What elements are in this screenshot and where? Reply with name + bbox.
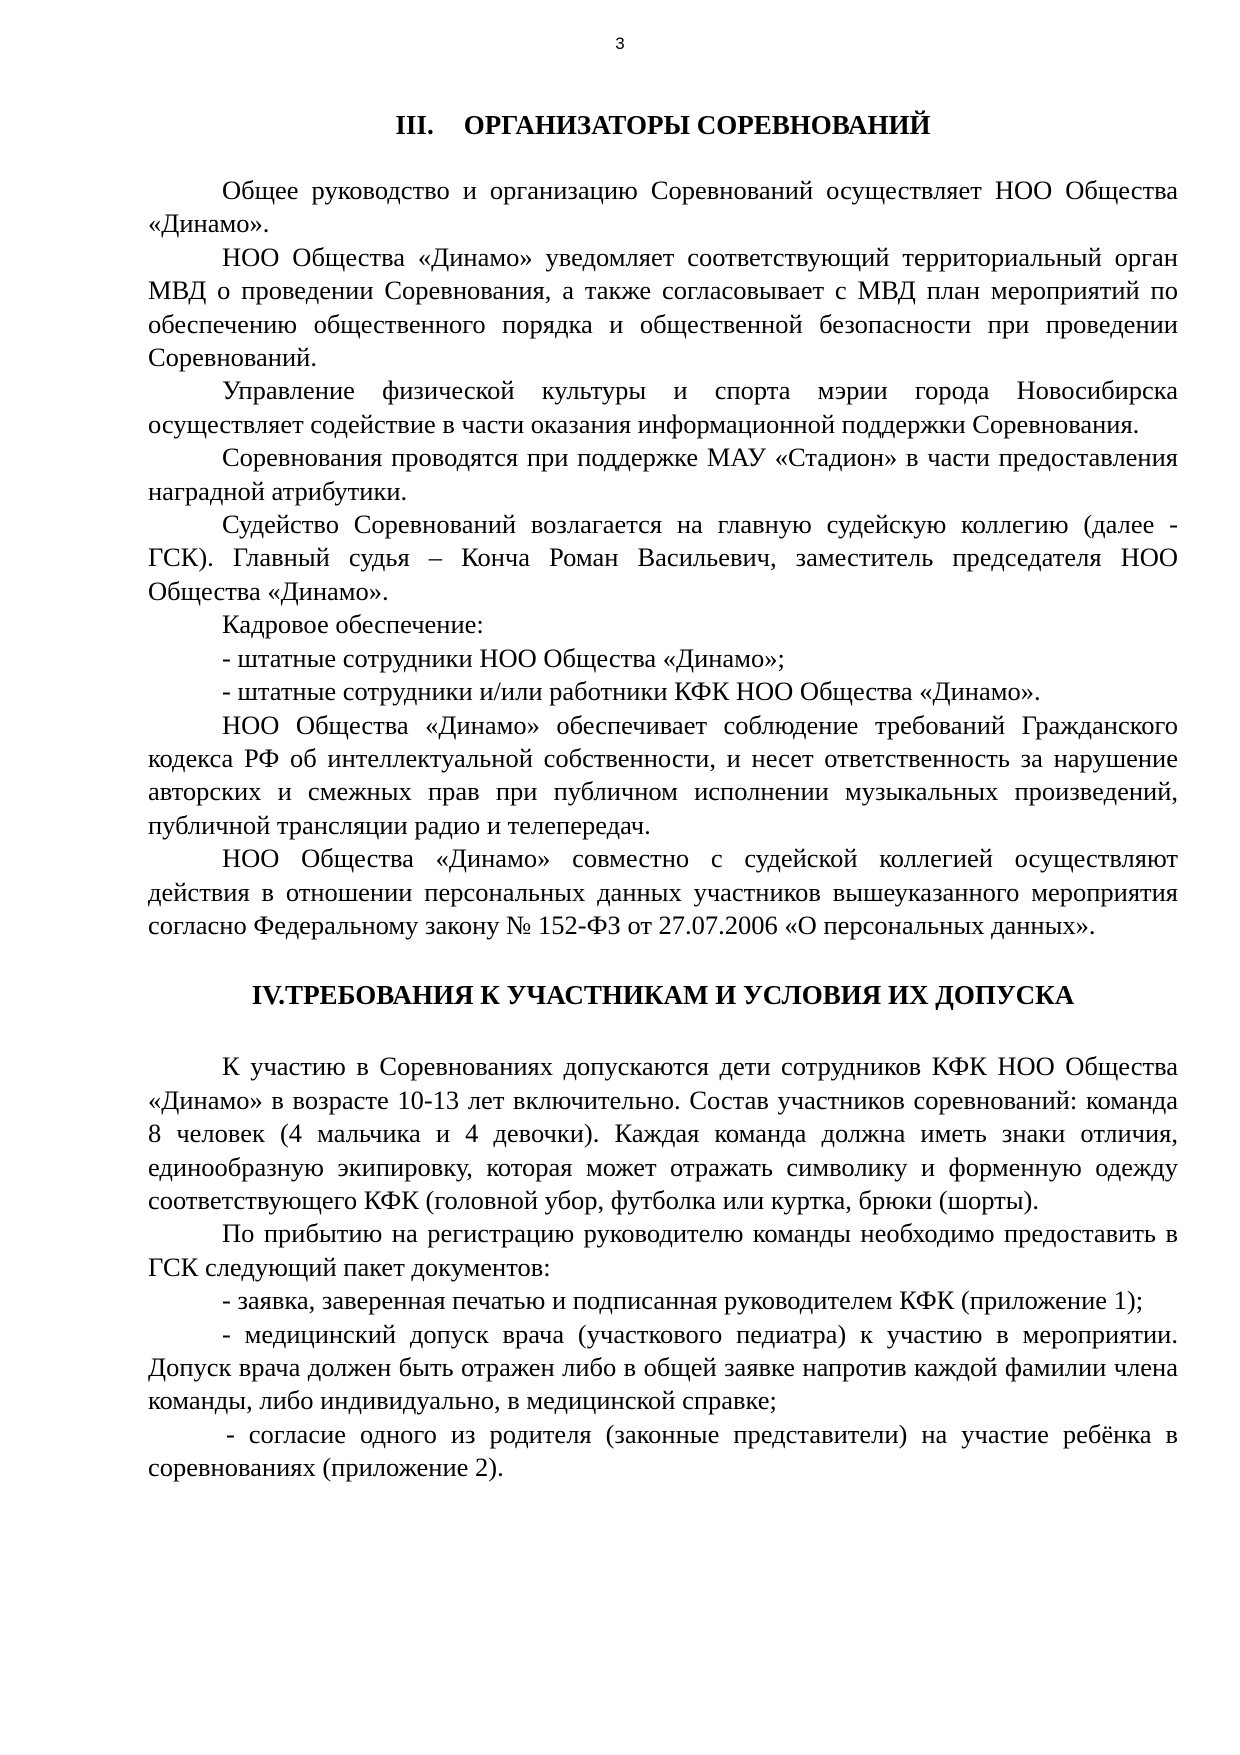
section-4-heading: IV.ТРЕБОВАНИЯ К УЧАСТНИКАМ И УСЛОВИЯ ИХ ДОПУСКА bbox=[251, 980, 1075, 1011]
section-3-heading bbox=[148, 108, 1178, 142]
staffing-list-item: - штатные сотрудники и/или работники КФК НОО Общества «Динамо». bbox=[222, 676, 1041, 707]
section-4-paragraph: К участию в Соревнованиях допускаются дети сотрудников КФК НОО Общества «Динамо» в возрасте 10-13 лет включительно. Состав участников соревнований: команда 8 человек (4 мальчика и 4 девочки). Каждая команда должна иметь знаки отличия, единообразную экипировку, которая может отражать символику и форменную одежду соответствующего КФК (головной убор, футболка или куртка, брюки (шорты). bbox=[148, 1051, 1178, 1215]
staffing-list-item: - штатные сотрудники НОО Общества «Динамо»; bbox=[222, 642, 785, 673]
section-3-paragraph: Судейство Соревнований возлагается на главную судейскую коллегию (далее - ГСК). Главный судья – Конча Роман Васильевич, заместитель председателя НОО Общества «Динамо». bbox=[148, 509, 1178, 606]
staffing-label: Кадровое обеспечение: bbox=[222, 609, 484, 640]
documents-list-item: - заявка, заверенная печатью и подписанная руководителем КФК (приложение 1); bbox=[222, 1285, 1144, 1316]
documents-list-item: - медицинский допуск врача (участкового педиатра) к участию в мероприятии. Допуск врача должен быть отражен либо в общей заявке напротив каждой фамилии члена команды, либо индивидуально, в медицинской справке; bbox=[148, 1318, 1178, 1416]
documents-list-item: - согласие одного из родителя (законные представители) на участие ребёнка в соревнованиях (приложение 2). bbox=[148, 1418, 1178, 1483]
page-number: 3 bbox=[615, 34, 625, 53]
section-3-paragraph: НОО Общества «Динамо» совместно с судейской коллегией осуществляют действия в отношении персональных данных участников вышеуказанного мероприятия согласно Федеральному закону № 152-ФЗ от 27.07.2006 «О персональных данных». bbox=[148, 843, 1178, 940]
section-3-paragraph: Общее руководство и организацию Соревнований осуществляет НОО Общества «Динамо». bbox=[148, 175, 1178, 239]
section-3-paragraph: НОО Общества «Динамо» уведомляет соответствующий территориальный орган МВД о проведении Соревнования, а также согласовывает с МВД план мероприятий по обеспечению общественного порядка и общественной безопасности при проведении Соревнований. bbox=[148, 241, 1178, 373]
section-3-paragraph: Соревнования проводятся при поддержке МАУ «Стадион» в части предоставления наградной атрибутики. bbox=[148, 442, 1178, 506]
section-3-numeral: III. bbox=[395, 110, 434, 140]
section-4-paragraph: По прибытию на регистрацию руководителю команды необходимо предоставить в ГСК следующий пакет документов: bbox=[148, 1218, 1178, 1282]
section-3-paragraph: Управление физической культуры и спорта мэрии города Новосибирска осуществляет содействие в части оказания информационной поддержки Соревнования. bbox=[148, 375, 1178, 439]
section-3-paragraph: НОО Общества «Динамо» обеспечивает соблюдение требований Гражданского кодекса РФ об интеллектуальной собственности, и несет ответственность за нарушение авторских и смежных прав при публичном исполнении музыкальных произведений, публичной трансляции радио и телепередач. bbox=[148, 709, 1178, 840]
section-3-title: ОРГАНИЗАТОРЫ СОРЕВНОВАНИЙ bbox=[463, 110, 931, 140]
document-body bbox=[148, 108, 1178, 1485]
